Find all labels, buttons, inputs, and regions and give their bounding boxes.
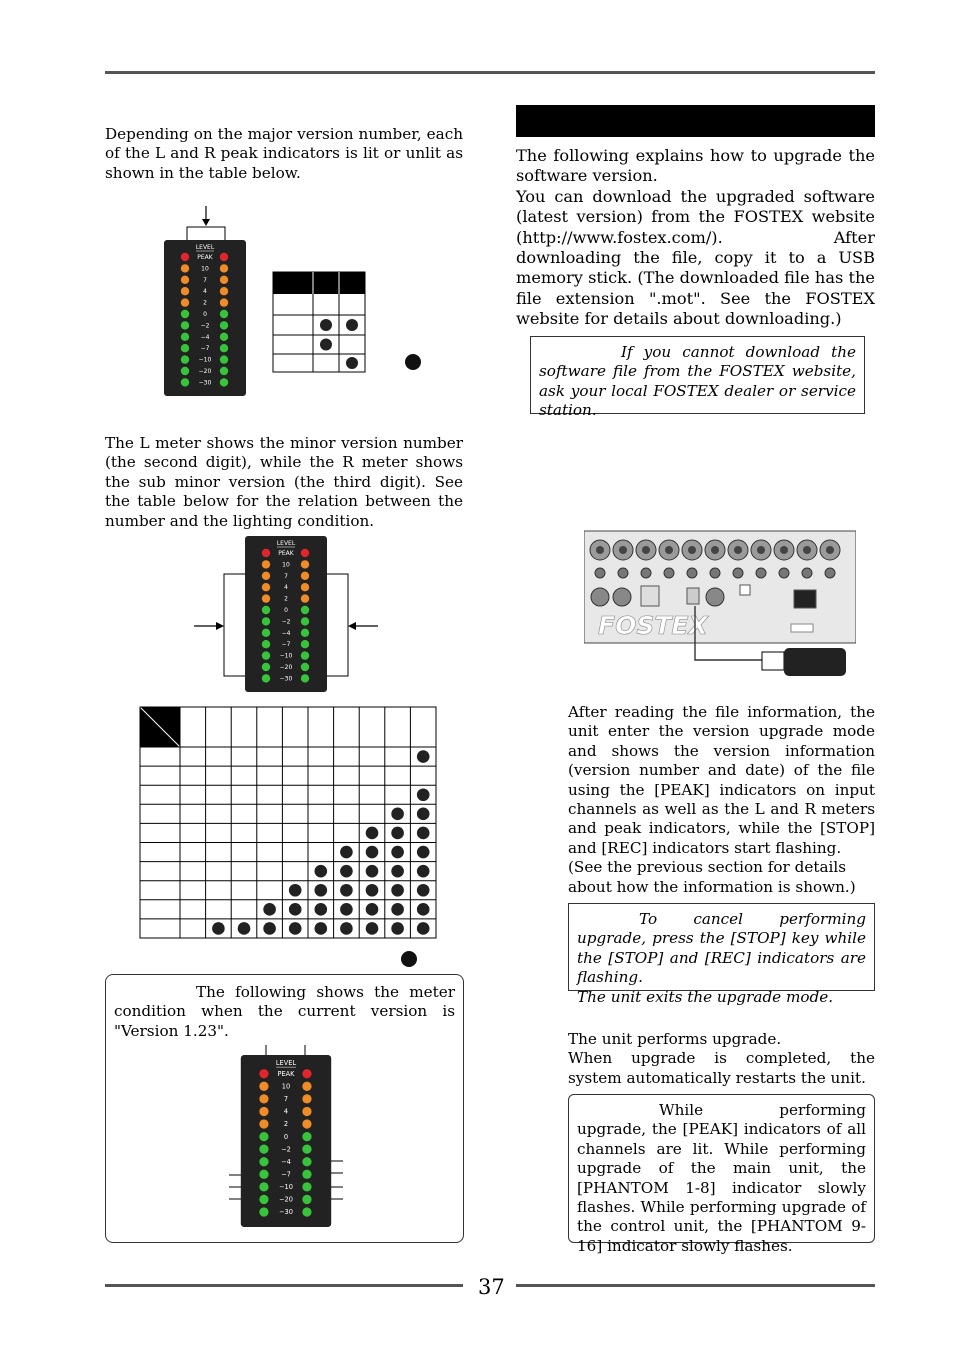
minor-version-text: [105, 434, 463, 531]
meter-led-l: [181, 355, 189, 363]
meter-scale-label: 0: [203, 311, 207, 318]
meter-scale-label: PEAK: [278, 550, 294, 557]
lit-dot: [391, 884, 404, 897]
lit-dot: [212, 922, 225, 935]
meter-led-r: [302, 1145, 311, 1154]
meter-scale-label: −4: [281, 629, 291, 637]
meter-led-r: [301, 674, 309, 682]
fostex-logo: FOSTEX: [598, 611, 708, 640]
meter-led-l: [262, 629, 270, 637]
intro-text: Depending on the major version number, each of the L and R peak indicators is lit or unlit as shown in the table below.: [105, 125, 463, 182]
meter-led-r: [301, 606, 309, 614]
meter-scale-label: −7: [281, 641, 291, 649]
meter-led-r: [301, 549, 309, 557]
meter-led-l: [181, 264, 189, 272]
meter-led-l: [181, 287, 189, 295]
meter-led-r: [302, 1170, 311, 1179]
meter-scale-label: −20: [279, 1195, 293, 1204]
meter-scale-label: −2: [281, 1145, 291, 1154]
meter-led-l: [262, 663, 270, 671]
meter-led-r: [302, 1182, 311, 1191]
meter-led-l: [262, 594, 270, 602]
meter-scale-label: 0: [283, 1132, 289, 1141]
lit-dot: [417, 865, 430, 878]
lit-dot: [417, 846, 430, 859]
meter-scale-label: PEAK: [277, 1069, 295, 1078]
lit-dot: [366, 846, 379, 859]
meter-scale-label: 4: [284, 584, 288, 592]
meter-led-l: [262, 617, 270, 625]
lit-dot: [340, 903, 353, 916]
meter-scale-label: −7: [281, 1170, 291, 1179]
meter-led-r: [301, 629, 309, 637]
meter-led-l: [259, 1082, 268, 1091]
meter-led-r: [302, 1069, 311, 1078]
lit-dot: [391, 808, 404, 821]
lit-dot: [391, 827, 404, 840]
lit-dot: [320, 339, 332, 351]
meter-led-r: [220, 321, 228, 329]
meter-scale-label: −10: [279, 652, 293, 660]
meter-scale-label: 7: [203, 276, 207, 284]
minor-version-table: [139, 706, 439, 942]
meter-led-l: [259, 1207, 268, 1216]
lit-dot: [315, 865, 328, 878]
meter-led-r: [302, 1119, 311, 1128]
meter-scale-label: −10: [198, 356, 212, 364]
lit-dot: [340, 884, 353, 897]
meter-led-r: [301, 572, 309, 580]
meter-scale-label: 2: [283, 1120, 289, 1129]
meter-scale-label: −20: [198, 368, 212, 375]
lit-dot: [391, 922, 404, 935]
meter-led-l: [262, 640, 270, 648]
meter-scale-label: 7: [284, 572, 288, 580]
meter-led-l: [262, 674, 270, 682]
meter-led-r: [301, 583, 309, 591]
meter-led-r: [301, 663, 309, 671]
lit-dot: [391, 865, 404, 878]
level-meter: [245, 536, 327, 692]
meter-scale-label: 10: [281, 1082, 291, 1091]
meter-scale-label: 7: [283, 1095, 289, 1104]
meter-led-l: [259, 1157, 268, 1166]
meter-scale-label: −2: [281, 618, 291, 626]
meter-led-r: [301, 560, 309, 568]
meter-scale-label: 0: [284, 607, 288, 614]
meter-scale-label: −4: [200, 333, 210, 341]
level-meter: [240, 1055, 332, 1227]
meter-led-r: [220, 367, 228, 375]
lit-dot: [346, 319, 358, 331]
lit-dot: [340, 922, 353, 935]
meter-level-label: LEVEL: [276, 540, 296, 547]
meter-led-l: [259, 1119, 268, 1128]
major-version-table: [272, 271, 368, 375]
meter-led-l: [262, 651, 270, 659]
upgrade-p2: You can download the upgraded software (latest version) from the FOSTEX website (http://www.fostex.com/). After downloading the file, copy it to a USB memory stick. (The downloaded file has the file extension ".mot". See the FOSTEX website for details about downloading.): [516, 186, 875, 329]
meter-led-r: [220, 378, 228, 386]
upgrade-mode-text: [568, 703, 875, 897]
lit-dot: [366, 884, 379, 897]
lit-dot: [263, 903, 276, 916]
meter-led-r: [302, 1094, 311, 1103]
meter-led-l: [262, 549, 270, 557]
section-header-band: [516, 105, 875, 137]
meter-level-label: LEVEL: [275, 1058, 297, 1067]
bottom-rule-left: [105, 1284, 463, 1287]
lit-dot: [320, 319, 332, 331]
meter-scale-label: −7: [200, 345, 210, 353]
top-rule: [105, 71, 875, 74]
meter-scale-label: 4: [203, 288, 207, 296]
meter-led-l: [259, 1170, 268, 1179]
lit-legend-dot: [400, 950, 420, 970]
meter-led-r: [220, 310, 228, 318]
lit-dot: [366, 903, 379, 916]
lit-dot: [238, 922, 251, 935]
upgrade-p1: The following explains how to upgrade the software version.: [516, 146, 875, 186]
meter-led-r: [301, 617, 309, 625]
page-number: 37: [478, 1275, 505, 1299]
lit-dot: [315, 884, 328, 897]
progress-note: [568, 1094, 875, 1255]
meter-scale-label: −20: [279, 664, 293, 671]
lit-dot: [340, 846, 353, 859]
meter-led-l: [181, 253, 189, 261]
meter-led-l: [262, 583, 270, 591]
lit-dot: [263, 922, 276, 935]
meter-scale-label: 4: [283, 1107, 289, 1116]
meter-led-l: [181, 310, 189, 318]
meter-led-l: [262, 560, 270, 568]
meter-led-l: [259, 1094, 268, 1103]
meter-led-r: [220, 355, 228, 363]
meter-led-r: [220, 253, 228, 261]
minor-text: The L meter shows the minor version number (the second digit), while the R meter shows the sub minor version (the third digit). See the table below for the relation between the number and the lighting condition.: [105, 434, 463, 530]
lit-dot: [366, 827, 379, 840]
meter-scale-label: −30: [198, 379, 212, 387]
meter-led-r: [302, 1082, 311, 1091]
meter-led-r: [301, 651, 309, 659]
meter-led-l: [181, 333, 189, 341]
lit-dot: [366, 865, 379, 878]
lit-dot: [417, 922, 430, 935]
step-text-1: After reading the file information, the unit enter the version upgrade mode and shows the version information (version number and date) of the file using the [PEAK] indicators on input channels as well as the L and R meters and peak indicators, while the [STOP] and [REC] indicators start flashing.: [568, 703, 875, 857]
meter-led-r: [220, 287, 228, 295]
perform-2: When upgrade is completed, the system automatically restarts the unit.: [568, 1049, 875, 1087]
meter-led-l: [181, 298, 189, 306]
meter-scale-label: 10: [201, 265, 209, 273]
meter-led-l: [181, 367, 189, 375]
bottom-rule-right: [516, 1284, 875, 1287]
note1-text: If you cannot download the software file from the FOSTEX website, ask your local FOSTEX dealer or service station.: [539, 343, 856, 420]
perform-1: The unit performs upgrade.: [568, 1030, 782, 1048]
meter-led-l: [181, 344, 189, 352]
perform-text: [568, 1030, 875, 1088]
step-text-2: (See the previous section for details about how the information is shown.): [568, 858, 856, 896]
lit-dot: [315, 903, 328, 916]
meter-level-label: LEVEL: [195, 244, 215, 251]
note3-text: While performing upgrade, the [PEAK] indicators of all channels are lit. While performing upgrade of the main unit, the [PHANTOM 1-8] indicator slowly flashes. While performing upgrade of the control unit, the [PHANTOM 9-16] indicator slowly flashes.: [577, 1101, 866, 1255]
meter-led-l: [181, 378, 189, 386]
meter-scale-label: −10: [279, 1183, 293, 1192]
lit-dot: [417, 884, 430, 897]
major-version-intro: [105, 125, 463, 183]
meter-scale-label: −30: [279, 675, 293, 683]
lit-dot: [289, 884, 302, 897]
meter-led-l: [262, 606, 270, 614]
lit-legend-dot: [404, 353, 424, 373]
lit-dot: [417, 903, 430, 916]
lit-dot: [340, 865, 353, 878]
lit-dot: [417, 827, 430, 840]
note2-line2: The unit exits the upgrade mode.: [577, 987, 834, 1006]
meter-led-r: [220, 333, 228, 341]
lit-dot: [391, 846, 404, 859]
meter-led-l: [259, 1107, 268, 1116]
meter-led-r: [301, 640, 309, 648]
lit-dot: [417, 808, 430, 821]
rear-panel-illustration: [584, 528, 856, 688]
meter-led-r: [302, 1157, 311, 1166]
meter-scale-label: PEAK: [197, 254, 213, 261]
lit-dot: [346, 357, 358, 369]
download-note: [530, 336, 865, 420]
meter-led-r: [220, 264, 228, 272]
meter-led-r: [302, 1107, 311, 1116]
cancel-note: [568, 903, 875, 1006]
meter-led-l: [259, 1182, 268, 1191]
meter-led-l: [181, 321, 189, 329]
meter-scale-label: 2: [284, 595, 288, 603]
lit-dot: [417, 750, 430, 763]
meter-scale-label: 10: [282, 561, 290, 569]
example-text: The following shows the meter condition when the current version is "Version 1.23".: [114, 983, 455, 1040]
meter-led-r: [302, 1132, 311, 1141]
level-meter: [164, 240, 246, 396]
meter-led-l: [259, 1145, 268, 1154]
meter-led-l: [262, 572, 270, 580]
meter-led-r: [220, 344, 228, 352]
meter-led-r: [220, 276, 228, 284]
meter-led-r: [302, 1207, 311, 1216]
lit-dot: [289, 922, 302, 935]
meter-led-l: [259, 1132, 268, 1141]
meter-scale-label: −30: [279, 1208, 293, 1217]
note2-line1: To cancel performing upgrade, press the [STOP] key while the [STOP] and [REC] indicators are flashing.: [577, 910, 866, 987]
lit-dot: [289, 903, 302, 916]
meter-scale-label: 2: [203, 299, 207, 307]
meter-led-r: [302, 1195, 311, 1204]
lit-dot: [391, 903, 404, 916]
upgrade-intro: [516, 146, 875, 330]
meter-scale-label: −2: [200, 322, 210, 330]
lit-dot: [366, 922, 379, 935]
meter-scale-label: −4: [281, 1157, 291, 1166]
meter-led-r: [220, 298, 228, 306]
meter-led-l: [259, 1069, 268, 1078]
lit-dot: [315, 922, 328, 935]
meter-led-l: [181, 276, 189, 284]
meter-led-r: [301, 594, 309, 602]
lit-dot: [417, 788, 430, 801]
meter-led-l: [259, 1195, 268, 1204]
